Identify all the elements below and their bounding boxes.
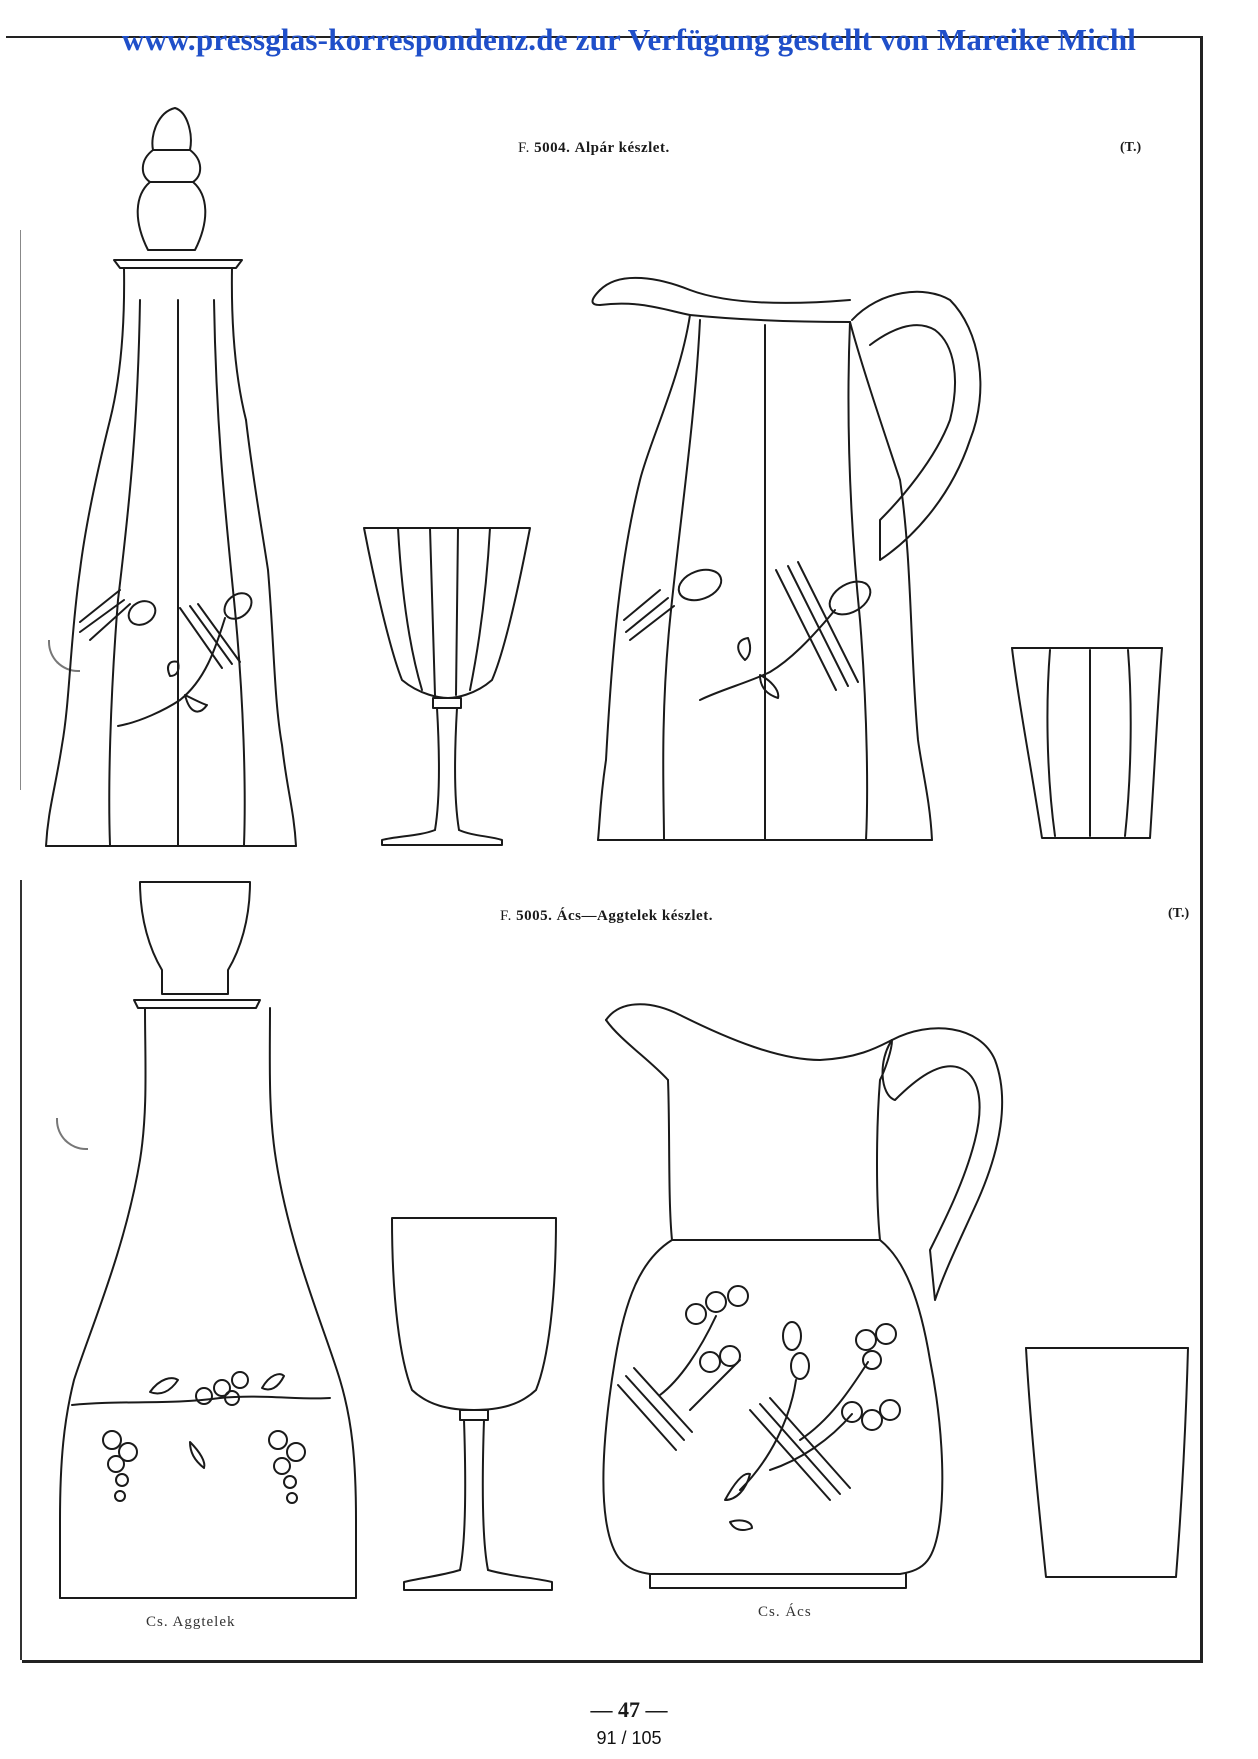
set1-caption-name: Alpár készlet. [574,140,670,156]
decanter-2-drawing [60,882,356,1598]
pitcher-1-drawing [593,278,981,840]
set2-caption-name: Ács—Aggtelek készlet. [556,908,713,924]
decanter-1-drawing [46,108,296,846]
tumbler-2-drawing [1026,1348,1188,1577]
set2-caption-number: 5005. [516,908,553,924]
tumbler-1-drawing [1012,648,1162,838]
page-number: — 47 — [590,1697,668,1722]
set2-code: (T.) [1168,906,1190,921]
set1-caption-prefix: F. [518,140,530,156]
label-aggtelek: Cs. Aggtelek [146,1614,236,1630]
set2-caption-prefix: F. [500,908,512,924]
set1-caption-number: 5004. [534,140,571,156]
set1-code: (T.) [1120,140,1142,155]
watermark-banner: www.pressglas-korrespondenz.de zur Verfügung gestellt von Mareike Michl [121,22,1137,57]
page-counter: 91 / 105 [596,1728,662,1748]
pitcher-2-drawing [603,1004,1002,1588]
wine-glass-2-drawing [392,1218,556,1590]
wine-glass-1-drawing [364,528,530,845]
label-acs: Cs. Ács [758,1604,812,1620]
